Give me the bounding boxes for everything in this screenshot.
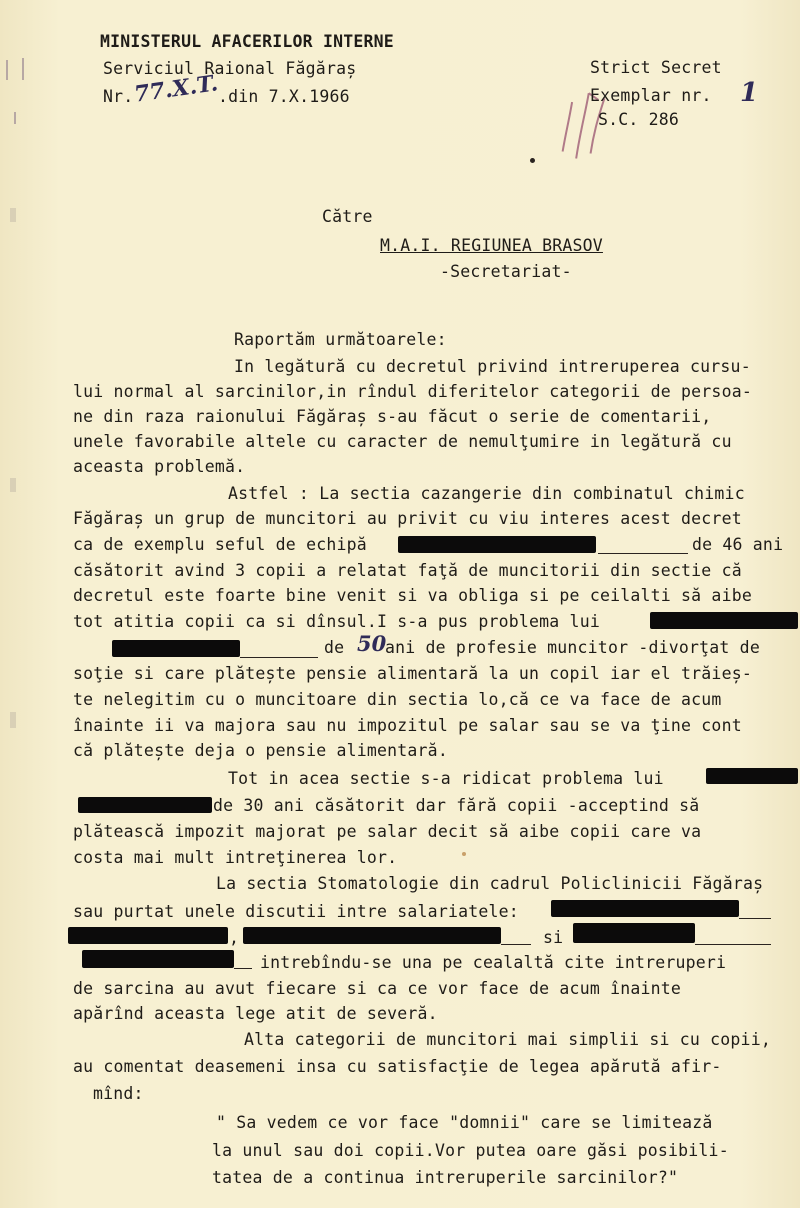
paragraph-line: că plătește deja o pensie alimentară. bbox=[73, 741, 448, 760]
redaction-block bbox=[398, 536, 596, 553]
paragraph-line: Făgăraș un grup de muncitori au privit cu viu interes acest decret bbox=[73, 509, 742, 528]
paragraph-line: sau purtat unele discutii intre salariatele: bbox=[73, 902, 519, 921]
report-intro: Raportăm următoarele: bbox=[234, 330, 447, 349]
document-date: .din 7.X.1966 bbox=[218, 87, 350, 106]
margin-mark bbox=[10, 712, 16, 728]
recipient-dept: -Secretariat- bbox=[440, 262, 572, 281]
redaction-block bbox=[573, 923, 695, 943]
handwritten-register-number: 77.X.T. bbox=[132, 70, 220, 108]
paragraph-line: tot atitia copii ca si dînsul.I s-a pus problema lui bbox=[73, 612, 600, 631]
paragraph-line: de sarcina au avut fiecare si ca ce vor face de acum înainte bbox=[73, 979, 682, 998]
classification-label: Strict Secret bbox=[590, 58, 722, 77]
paragraph-line: căsătorit avind 3 copii a relatat faţă de muncitorii din sectie că bbox=[73, 561, 742, 580]
redaction-block bbox=[243, 927, 501, 944]
quote-line: " Sa vedem ce vor face "domnii" care se limitează bbox=[216, 1113, 713, 1132]
paragraph-line: soţie si care plătește pensie alimentară la un copil iar el trăieș- bbox=[73, 664, 752, 683]
paragraph-line: ani de profesie muncitor -divorţat de bbox=[385, 638, 760, 657]
underline-rule bbox=[739, 918, 771, 919]
paragraph-line: si bbox=[543, 928, 564, 947]
paragraph-line: ne din raza raionului Făgăraș s-au făcut o serie de comentarii, bbox=[73, 407, 712, 426]
copy-label: Exemplar nr. bbox=[590, 86, 712, 105]
paragraph-line: costa mai mult intreţinerea lor. bbox=[73, 848, 398, 867]
paragraph-line: La sectia Stomatologie din cadrul Policlinicii Făgăraș bbox=[216, 874, 764, 893]
margin-mark bbox=[10, 478, 16, 492]
paragraph-line: înainte ii va majora sau nu impozitul pe salar sau se va ţine cont bbox=[73, 716, 742, 735]
paragraph-line: de 30 ani căsătorit dar fără copii -acceptind să bbox=[213, 796, 700, 815]
paragraph-line: Alta categorii de muncitori mai simplii si cu copii, bbox=[244, 1030, 771, 1049]
paragraph-line: Astfel : La sectia cazangerie din combinatul chimic bbox=[228, 484, 745, 503]
margin-mark bbox=[10, 208, 16, 222]
margin-mark bbox=[14, 112, 16, 124]
number-prefix: Nr. bbox=[103, 87, 134, 106]
handwritten-age: 50 bbox=[357, 631, 387, 656]
paragraph-line: , bbox=[229, 928, 240, 947]
paragraph-line: In legătură cu decretul privind intreruperea cursu- bbox=[234, 357, 751, 376]
margin-mark bbox=[22, 58, 24, 80]
paragraph-line: de bbox=[324, 638, 345, 657]
paragraph-line: au comentat deasemeni insa cu satisfacţie de legea apărută afir- bbox=[73, 1057, 722, 1076]
paragraph-line: plătească impozit majorat pe salar decit să aibe copii care va bbox=[73, 822, 702, 841]
paragraph-line: ca de exemplu seful de echipă bbox=[73, 535, 367, 554]
redaction-block bbox=[112, 640, 240, 657]
redaction-block bbox=[78, 797, 212, 813]
ministry-name: MINISTERUL AFACERILOR INTERNE bbox=[100, 32, 394, 51]
paragraph-line: intrebîndu-se una pe cealaltă cite intreruperi bbox=[260, 953, 727, 972]
paragraph-line: apărînd aceasta lege atit de severă. bbox=[73, 1004, 438, 1023]
copy-number: 1 bbox=[740, 78, 759, 108]
paragraph-line: aceasta problemă. bbox=[73, 457, 246, 476]
redaction-block bbox=[551, 900, 739, 917]
recipient-to: Către bbox=[322, 207, 373, 226]
margin-mark bbox=[6, 60, 8, 80]
underline-rule bbox=[234, 968, 252, 969]
paragraph-line: decretul este foarte bine venit si va obliga si pe ceilalti să aibe bbox=[73, 586, 752, 605]
service-name: Serviciul Raional Făgăraș bbox=[103, 59, 357, 78]
quote-line: la unul sau doi copii.Vor putea oare găsi posibili- bbox=[212, 1141, 729, 1160]
paragraph-line: lui normal al sarcinilor,in rîndul diferitelor categorii de persoa- bbox=[73, 382, 752, 401]
ink-dot bbox=[530, 158, 535, 163]
paragraph-line: de 46 ani bbox=[692, 535, 784, 554]
registry-code: S.C. 286 bbox=[598, 110, 680, 129]
paragraph-line: unele favorabile altele cu caracter de nemulţumire in legătură cu bbox=[73, 432, 732, 451]
underline-rule bbox=[695, 944, 771, 945]
redaction-block bbox=[68, 927, 228, 944]
paper-stain bbox=[462, 852, 466, 856]
underline-rule bbox=[598, 553, 688, 554]
redaction-block bbox=[82, 950, 234, 968]
redaction-block bbox=[706, 768, 798, 784]
underline-rule bbox=[501, 944, 531, 945]
recipient-org: M.A.I. REGIUNEA BRASOV bbox=[380, 236, 603, 255]
redaction-block bbox=[650, 612, 798, 629]
paragraph-line: te nelegitim cu o muncitoare din sectia lo,că ce va face de acum bbox=[73, 690, 722, 709]
paragraph-line: Tot in acea sectie s-a ridicat problema lui bbox=[228, 769, 664, 788]
underline-rule bbox=[240, 657, 318, 658]
paragraph-line: mînd: bbox=[93, 1084, 144, 1103]
quote-line: tatea de a continua intreruperile sarcinilor?" bbox=[212, 1168, 679, 1187]
